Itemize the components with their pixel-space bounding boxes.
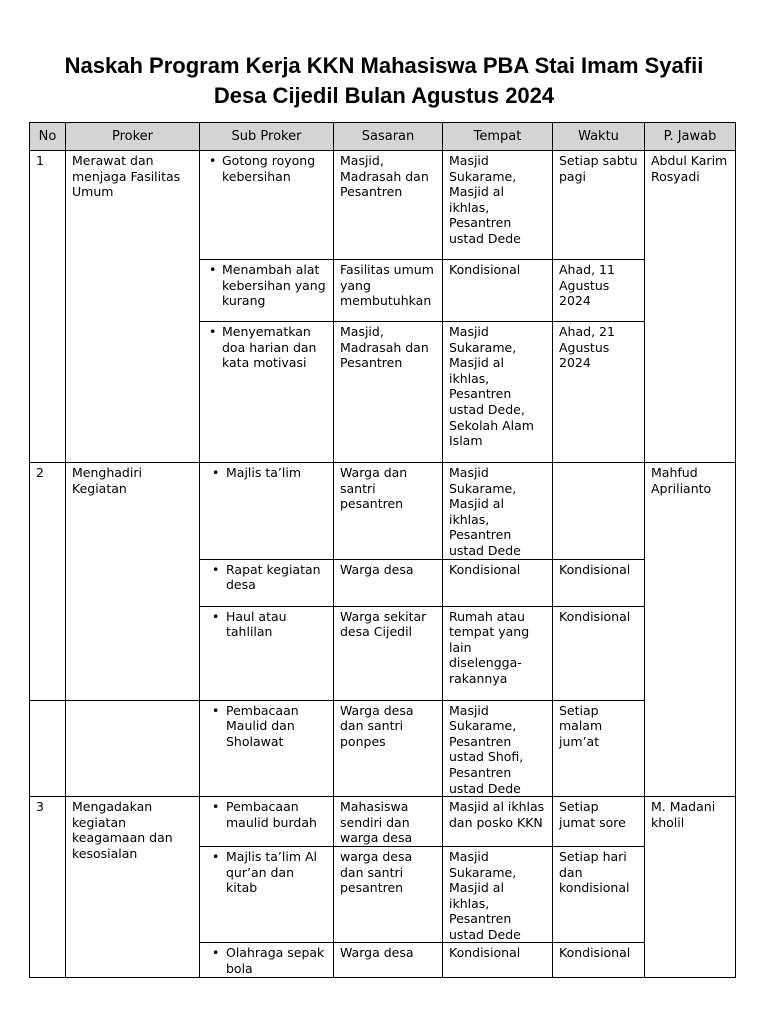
cell-sasaran: Masjid, Madrasah dan Pesantren <box>334 151 443 260</box>
cell-no: 1 <box>30 151 66 463</box>
cell-sub-proker: • Pembacaan Maulid dan Sholawat <box>200 700 334 797</box>
header-waktu: Waktu <box>553 123 645 151</box>
cell-waktu: Kondisional <box>553 943 645 977</box>
cell-sasaran: Warga desa <box>334 559 443 606</box>
bullet-icon: • <box>209 324 217 339</box>
cell-waktu: Setiap jumat sore <box>553 797 645 847</box>
cell-waktu: Setiap sabtu pagi <box>553 151 645 260</box>
bullet-icon: • <box>209 262 217 277</box>
bullet-icon: • <box>212 608 220 624</box>
table-row <box>30 151 736 260</box>
bullet-icon: • <box>212 945 220 961</box>
cell-sub-proker: • Menyematkan doa harian dan kata motivasi <box>200 322 334 463</box>
cell-waktu: Ahad, 21 Agustus 2024 <box>553 322 645 463</box>
header-sasaran: Sasaran <box>334 123 443 151</box>
cell-sasaran: Masjid, Madrasah dan Pesantren <box>334 322 443 463</box>
cell-no <box>30 700 66 797</box>
cell-sub-proker: • Olahraga sepak bola <box>200 943 334 977</box>
cell-waktu: Ahad, 11 Agustus 2024 <box>553 260 645 322</box>
bullet-icon: • <box>212 465 220 480</box>
cell-sasaran: Warga desa dan santri ponpes <box>334 700 443 797</box>
cell-proker <box>66 700 200 797</box>
cell-tempat: Kondisional <box>443 559 553 606</box>
table-header-row <box>30 123 736 151</box>
cell-tempat: Masjid Sukarame, Masjid al ikhlas, Pesantren ustad Dede <box>443 151 553 260</box>
cell-sub-proker: • Haul atau tahlilan <box>200 606 334 700</box>
table-row <box>30 700 736 797</box>
cell-proker: Mengadakan kegiatan keagamaan dan kesosialan <box>66 797 200 978</box>
cell-sub-proker: • Menambah alat kebersihan yang kurang <box>200 260 334 322</box>
cell-sub-proker: • Gotong royong kebersihan <box>200 151 334 260</box>
cell-tempat: Masjid al ikhlas dan posko KKN <box>443 797 553 847</box>
cell-no: 3 <box>30 797 66 978</box>
bullet-icon: • <box>212 848 220 864</box>
bullet-icon: • <box>209 153 217 168</box>
cell-tempat: Rumah atau tempat yang lain diselengga-rakannya <box>443 606 553 700</box>
cell-sasaran: Mahasiswa sendiri dan warga desa <box>334 797 443 847</box>
document-title-line-1: Naskah Program Kerja KKN Mahasiswa PBA Stai Imam Syafii <box>64 53 704 78</box>
bullet-icon: • <box>212 561 220 577</box>
cell-waktu: Kondisional <box>553 559 645 606</box>
cell-tempat: Masjid Sukarame, Masjid al ikhlas, Pesantren ustad Dede <box>443 846 553 943</box>
header-tempat: Tempat <box>443 123 553 151</box>
cell-sasaran: Fasilitas umum yang membutuhkan <box>334 260 443 322</box>
cell-tempat: Kondisional <box>443 943 553 977</box>
header-proker: Proker <box>66 123 200 151</box>
header-no: No <box>30 123 66 151</box>
program-table <box>29 122 736 978</box>
cell-proker: Menghadiri Kegiatan <box>66 463 200 701</box>
cell-sasaran: Warga desa <box>334 943 443 977</box>
cell-waktu: Kondisional <box>553 606 645 700</box>
cell-tempat: Masjid Sukarame, Pesantren ustad Shofi, Pesantren ustad Dede <box>443 700 553 797</box>
cell-proker: Merawat dan menjaga Fasilitas Umum <box>66 151 200 463</box>
cell-p-jawab: M. Madani kholil <box>645 797 736 978</box>
cell-sub-proker: • Majlis ta’lim Al qur’an dan kitab <box>200 846 334 943</box>
cell-sasaran: warga desa dan santri pesantren <box>334 846 443 943</box>
header-sub-proker: Sub Proker <box>200 123 334 151</box>
cell-waktu: Setiap hari dan kondisional <box>553 846 645 943</box>
cell-tempat: Kondisional <box>443 260 553 322</box>
cell-p-jawab: Abdul Karim Rosyadi <box>645 151 736 463</box>
bullet-icon: • <box>212 799 220 815</box>
cell-sub-proker: • Rapat kegiatan desa <box>200 559 334 606</box>
cell-waktu <box>553 463 645 560</box>
document-title-line-2: Desa Cijedil Bulan Agustus 2024 <box>213 83 555 108</box>
cell-sub-proker: • Pembacaan maulid burdah <box>200 797 334 847</box>
header-p-jawab: P. Jawab <box>645 123 736 151</box>
table-row <box>30 463 736 560</box>
cell-tempat: Masjid Sukarame, Masjid al ikhlas, Pesantren ustad Dede, Sekolah Alam Islam <box>443 322 553 463</box>
cell-waktu: Setiap malam jum’at <box>553 700 645 797</box>
cell-sub-proker: • Majlis ta’lim <box>200 463 334 560</box>
cell-tempat: Masjid Sukarame, Masjid al ikhlas, Pesantren ustad Dede <box>443 463 553 560</box>
cell-no: 2 <box>30 463 66 701</box>
table-row <box>30 797 736 847</box>
bullet-icon: • <box>212 702 220 718</box>
cell-sasaran: Warga sekitar desa Cijedil <box>334 606 443 700</box>
cell-sasaran: Warga dan santri pesantren <box>334 463 443 560</box>
cell-p-jawab: Mahfud Aprilianto <box>645 463 736 797</box>
